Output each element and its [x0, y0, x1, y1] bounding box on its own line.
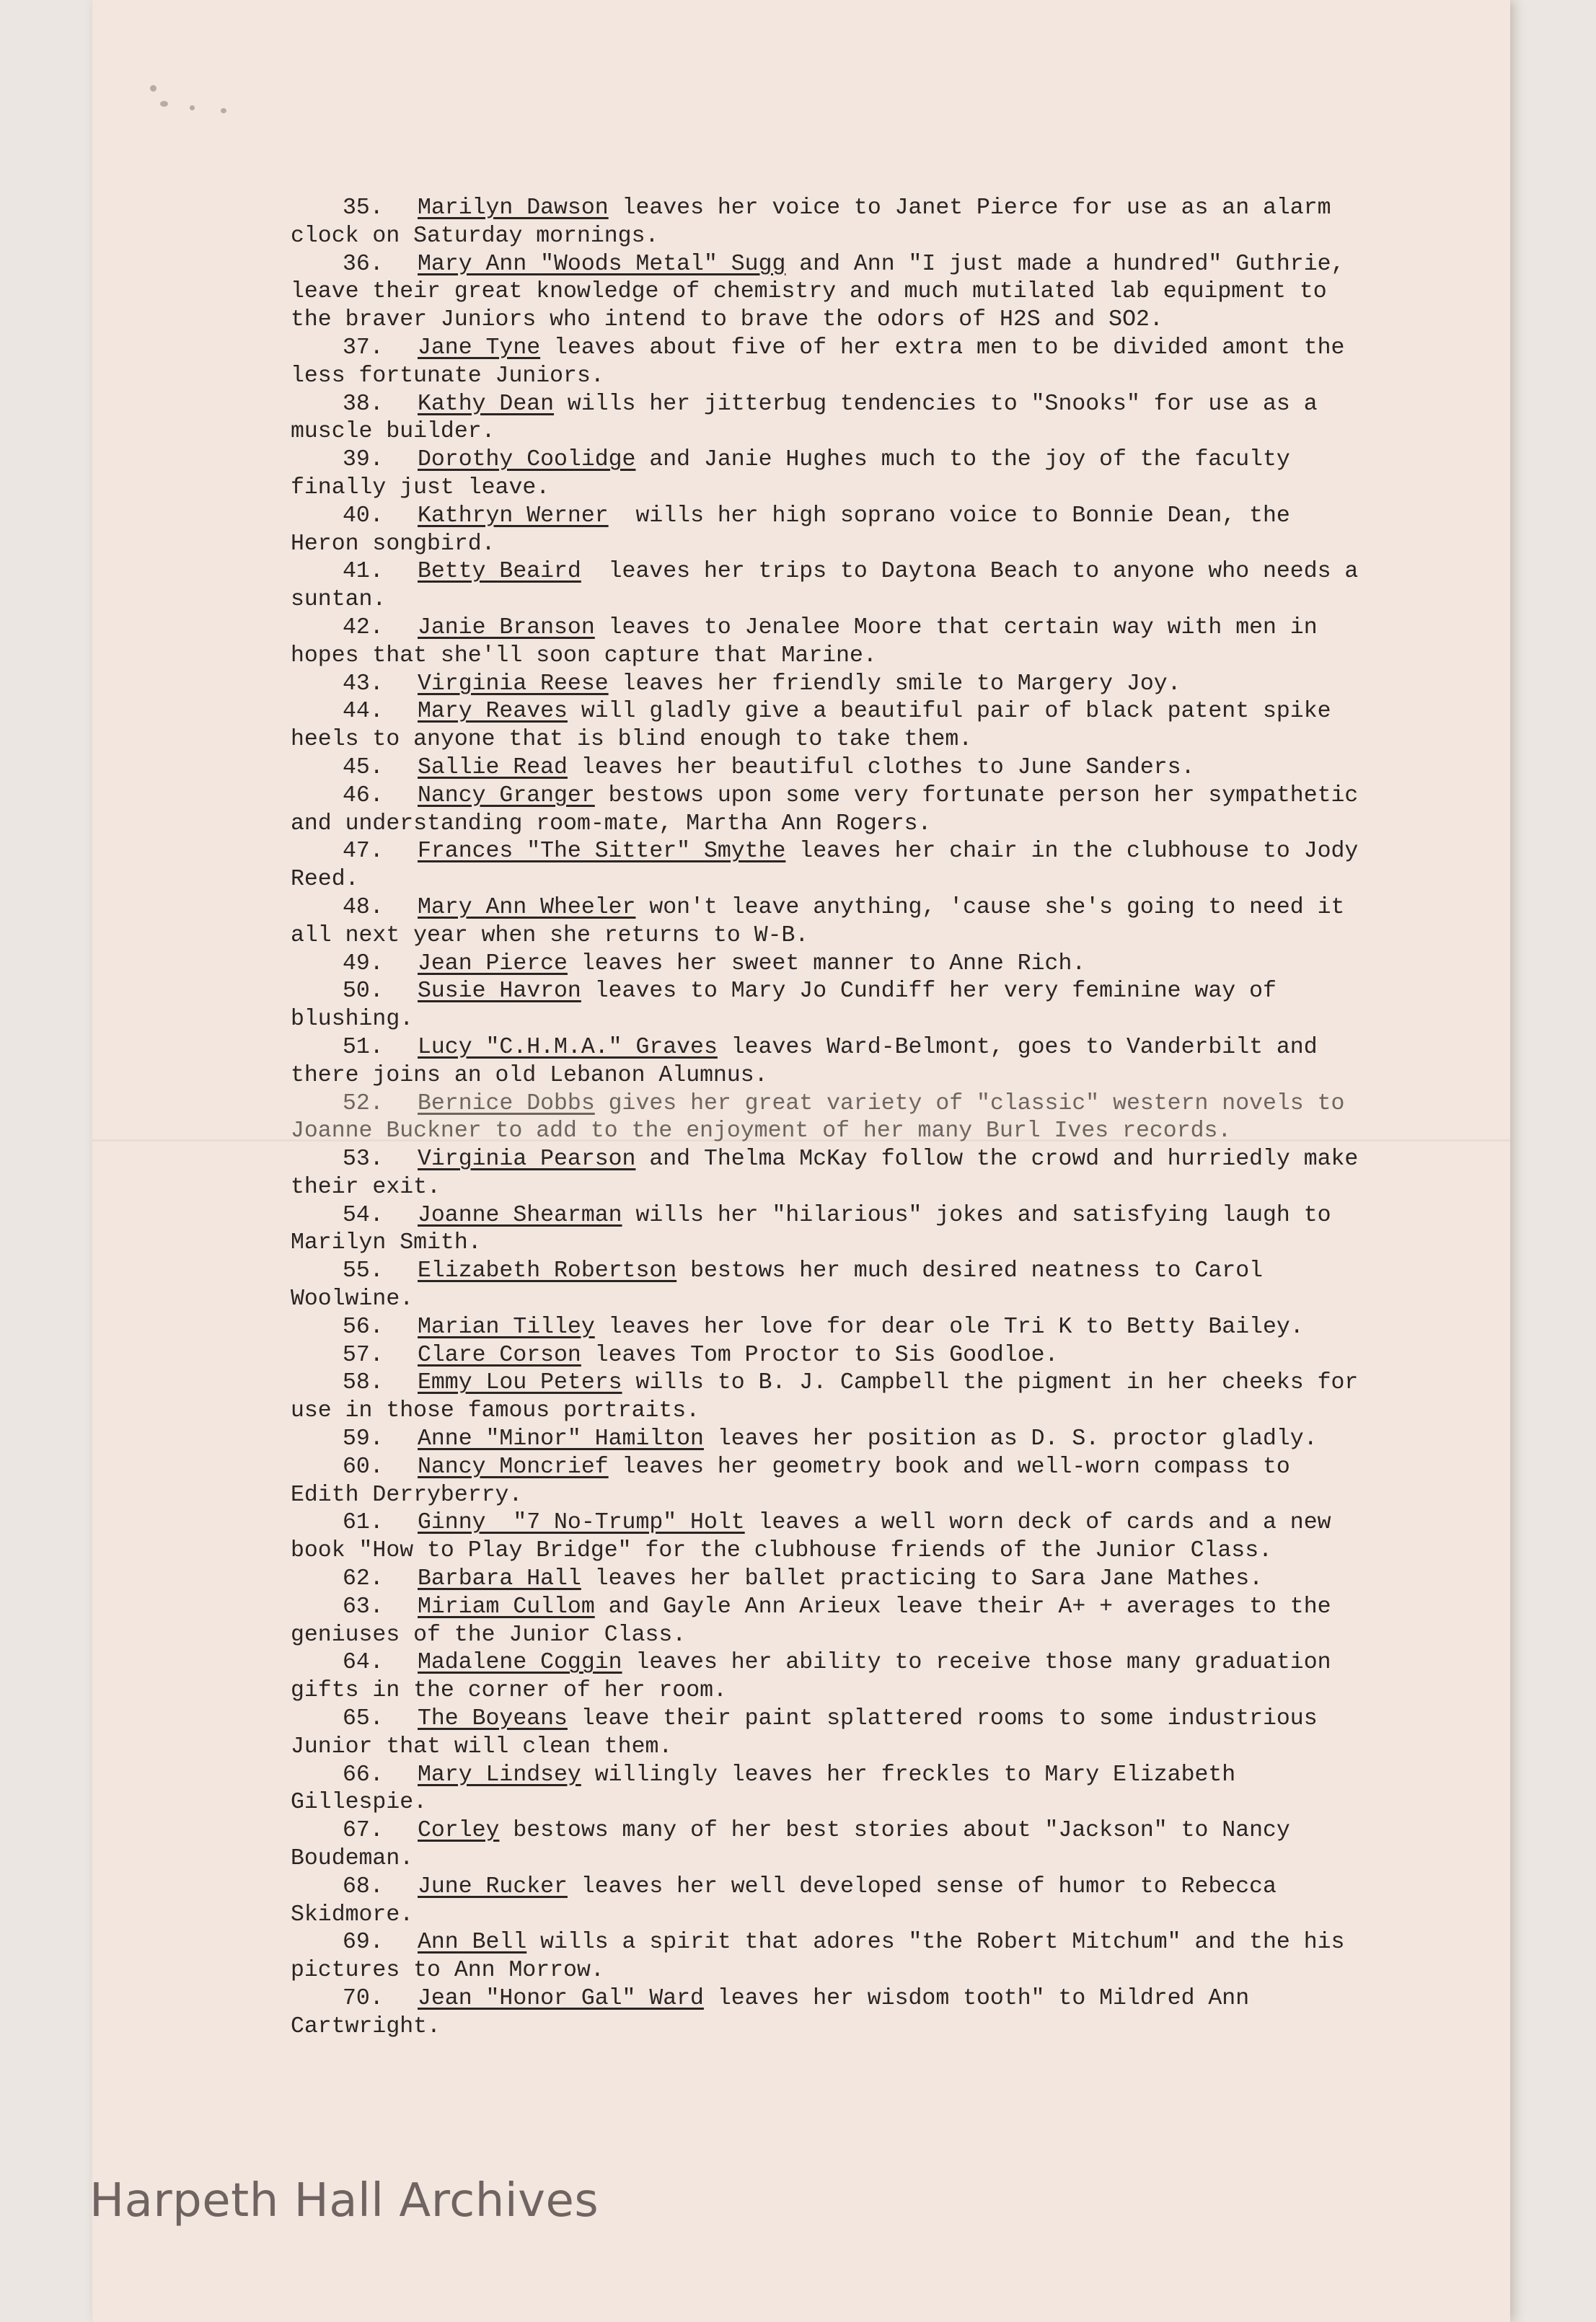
- bequest-entry: [291, 1258, 1365, 1314]
- entry-number: 58.: [343, 1370, 384, 1396]
- entry-text: leaves to Mary Jo Cundiff her very feminine way of blushing.: [291, 979, 1290, 1033]
- entry-number: 52.: [343, 1090, 384, 1116]
- punch-mark: [190, 105, 195, 110]
- entry-text: leaves her geometry book and well-worn compass to Edith Derryberry.: [291, 1454, 1304, 1508]
- entry-text: leaves her ballet practicing to Sara Jane Mathes.: [581, 1566, 1263, 1592]
- bequest-entry: [291, 894, 1365, 950]
- archive-watermark: Harpeth Hall Archives: [89, 2174, 599, 2228]
- entry-number: 56.: [343, 1314, 384, 1340]
- entry-name: Marilyn Dawson: [418, 195, 609, 221]
- entry-number: 49.: [343, 950, 384, 976]
- bequest-entry: [291, 1762, 1365, 1818]
- bequest-entry: [291, 1817, 1365, 1873]
- entry-number: 39.: [343, 447, 384, 473]
- bequest-entry: [291, 1929, 1365, 1985]
- entry-text: leaves her position as D. S. proctor gladly.: [703, 1426, 1318, 1452]
- entry-number: 37.: [343, 335, 384, 361]
- entry-number: 55.: [343, 1258, 384, 1284]
- bequest-entry: [291, 1594, 1365, 1650]
- entry-text: leaves her sweet manner to Anne Rich.: [567, 950, 1086, 976]
- entry-number: 68.: [343, 1873, 384, 1899]
- entry-name: Emmy Lou Peters: [418, 1370, 622, 1396]
- bequest-entry: [291, 1090, 1365, 1147]
- entry-number: 38.: [343, 391, 384, 417]
- entry-number: 54.: [343, 1202, 384, 1228]
- entry-text: leaves her friendly smile to Margery Joy.: [608, 671, 1181, 697]
- entry-number: 60.: [343, 1454, 384, 1480]
- entry-text: leaves her love for dear ole Tri K to Betty Bailey.: [594, 1314, 1304, 1340]
- entry-number: 51.: [343, 1034, 384, 1060]
- bequest-entry: [291, 1873, 1365, 1930]
- bequest-entry: [291, 1202, 1365, 1258]
- bequest-entry: [291, 1314, 1365, 1342]
- entry-text: leaves Ward-Belmont, goes to Vanderbilt and there joins an old Lebanon Alumnus.: [291, 1034, 1331, 1088]
- bequest-entry: [291, 1342, 1365, 1370]
- entry-name: Ginny "7 No-Trump" Holt: [418, 1510, 745, 1536]
- entry-name: Jean "Honor Gal" Ward: [418, 1986, 704, 2011]
- entry-text: wills her "hilarious" jokes and satisfying laugh to Marilyn Smith.: [291, 1202, 1345, 1256]
- entry-number: 36.: [343, 251, 384, 277]
- entry-name: Elizabeth Robertson: [418, 1258, 677, 1284]
- entry-text: wills a spirit that adores "the Robert Mitchum" and the his pictures to Ann Morrow.: [291, 1930, 1359, 1984]
- bequest-entry: [291, 671, 1365, 699]
- bequest-entry: [291, 1509, 1365, 1566]
- bequest-entry: [291, 698, 1365, 754]
- entry-name: Madalene Coggin: [418, 1650, 622, 1676]
- entry-text: gives her great variety of "classic" western novels to Joanne Buckner to add to the enjoyment of her many Burl Ives records.: [291, 1090, 1359, 1144]
- bequest-entry: [291, 1985, 1365, 2041]
- entry-name: Bernice Dobbs: [418, 1090, 595, 1116]
- entry-number: 65.: [343, 1706, 384, 1732]
- entry-text: leaves Tom Proctor to Sis Goodloe.: [581, 1342, 1059, 1368]
- entry-number: 43.: [343, 671, 384, 697]
- entry-name: Nancy Granger: [418, 782, 595, 808]
- bequest-entry: [291, 838, 1372, 894]
- entry-number: 61.: [343, 1510, 384, 1536]
- entry-text: leave their paint splattered rooms to some industrious Junior that will clean them.: [291, 1706, 1331, 1760]
- entry-text: wills to B. J. Campbell the pigment in her cheeks for use in those famous portraits.: [291, 1370, 1372, 1424]
- entry-text: and Ann "I just made a hundred" Guthrie, leave their great knowledge of chemistry and much mutilated lab equipment to the braver Juniors who intend to brave the odors of H2S and SO2.: [291, 251, 1359, 333]
- punch-mark: [221, 108, 226, 113]
- bequest-entry: [291, 335, 1365, 391]
- entry-text: leaves her chair in the clubhouse to Jody Reed.: [291, 839, 1372, 893]
- entry-number: 35.: [343, 195, 384, 221]
- bequest-entry: [291, 1426, 1365, 1454]
- entry-text: won't leave anything, 'cause she's going to need it all next year when she returns to W-B.: [291, 894, 1359, 948]
- entry-number: 48.: [343, 894, 384, 920]
- entry-text: bestows upon some very fortunate person her sympathetic and understanding room-mate, Martha Ann Rogers.: [291, 782, 1372, 836]
- entry-name: Mary Ann Wheeler: [418, 894, 636, 920]
- entry-name: Dorothy Coolidge: [418, 447, 636, 473]
- bequest-entry: [291, 446, 1365, 503]
- entry-number: 67.: [343, 1818, 384, 1844]
- entry-text: leaves to Jenalee Moore that certain way with men in hopes that she'll soon capture that Marine.: [291, 614, 1331, 668]
- entry-name: Barbara Hall: [418, 1566, 581, 1592]
- entry-name: Clare Corson: [418, 1342, 581, 1368]
- entry-name: Frances "The Sitter" Smythe: [418, 839, 786, 865]
- entry-text: willingly leaves her freckles to Mary Elizabeth Gillespie.: [291, 1762, 1250, 1816]
- entry-text: leaves about five of her extra men to be divided amont the less fortunate Juniors.: [291, 335, 1359, 389]
- bequest-entry: [291, 1369, 1372, 1426]
- entry-name: Corley: [418, 1818, 500, 1844]
- bequest-entry: [291, 782, 1372, 839]
- bequest-entry: [291, 1146, 1372, 1202]
- entry-text: leaves her wisdom tooth" to Mildred Ann Cartwright.: [291, 1986, 1263, 2039]
- bequest-entry: [291, 195, 1365, 251]
- bequest-entry: [291, 754, 1365, 782]
- bequest-entry: [291, 1454, 1365, 1510]
- bequest-entry: [291, 950, 1365, 979]
- bequest-entry: [291, 1566, 1365, 1594]
- entry-name: Nancy Moncrief: [418, 1454, 609, 1480]
- entry-number: 69.: [343, 1930, 384, 1956]
- entry-number: 66.: [343, 1762, 384, 1788]
- entry-text: leaves her beautiful clothes to June Sanders.: [567, 754, 1195, 780]
- entry-name: Virginia Pearson: [418, 1147, 636, 1173]
- entry-number: 41.: [343, 559, 384, 585]
- entry-number: 42.: [343, 614, 384, 640]
- bequest-entry: [291, 503, 1365, 559]
- entry-name: Betty Beaird: [418, 559, 581, 585]
- entry-number: 59.: [343, 1426, 384, 1452]
- entry-name: June Rucker: [418, 1873, 568, 1899]
- entry-name: Kathy Dean: [418, 391, 555, 417]
- entry-name: Mary Reaves: [418, 699, 568, 725]
- entry-number: 44.: [343, 699, 384, 725]
- entry-name: Anne "Minor" Hamilton: [418, 1426, 704, 1452]
- bequest-entry: [291, 1649, 1365, 1705]
- bequest-entry: [291, 614, 1365, 671]
- entry-text: and Janie Hughes much to the joy of the faculty finally just leave.: [291, 447, 1304, 500]
- entry-name: Ann Bell: [418, 1930, 527, 1956]
- entry-name: Jean Pierce: [418, 950, 568, 976]
- entry-name: Jane Tyne: [418, 335, 541, 361]
- entry-text: leaves her trips to Daytona Beach to anyone who needs a suntan.: [291, 559, 1372, 613]
- entry-name: Janie Branson: [418, 614, 595, 640]
- entry-text: leaves her well developed sense of humor to Rebecca Skidmore.: [291, 1873, 1290, 1928]
- entry-name: Susie Havron: [418, 979, 581, 1005]
- bequest-entry: [291, 251, 1365, 335]
- bequest-entry: [291, 558, 1372, 614]
- bequest-entry: [291, 1705, 1365, 1762]
- bequest-entry: [291, 1034, 1365, 1090]
- bequest-entry: [291, 391, 1365, 447]
- entry-number: 53.: [343, 1147, 384, 1173]
- entry-name: Sallie Read: [418, 754, 568, 780]
- entry-name: Virginia Reese: [418, 671, 609, 697]
- entry-number: 63.: [343, 1594, 384, 1620]
- bequest-entry: [291, 978, 1365, 1034]
- entry-name: Joanne Shearman: [418, 1202, 622, 1228]
- entry-number: 57.: [343, 1342, 384, 1368]
- punch-mark: [160, 101, 168, 107]
- entry-text: will gladly give a beautiful pair of black patent spike heels to anyone that is blind enough to take them.: [291, 699, 1345, 753]
- entry-text: leaves her voice to Janet Pierce for use as an alarm clock on Saturday mornings.: [291, 195, 1345, 249]
- entry-number: 45.: [343, 754, 384, 780]
- entry-number: 50.: [343, 979, 384, 1005]
- entry-text: bestows her much desired neatness to Carol Woolwine.: [291, 1258, 1277, 1312]
- entry-name: Mary Lindsey: [418, 1762, 581, 1788]
- entry-name: Miriam Cullom: [418, 1594, 595, 1620]
- entry-name: The Boyeans: [418, 1706, 568, 1732]
- entry-number: 64.: [343, 1650, 384, 1676]
- entry-text: leaves her ability to receive those many graduation gifts in the corner of her room.: [291, 1650, 1345, 1704]
- entry-text: and Thelma McKay follow the crowd and hurriedly make their exit.: [291, 1147, 1372, 1200]
- entry-name: Kathryn Werner: [418, 503, 609, 529]
- entry-number: 40.: [343, 503, 384, 529]
- entry-name: Marian Tilley: [418, 1314, 595, 1340]
- bequest-list: [291, 195, 1372, 2041]
- entry-number: 47.: [343, 839, 384, 865]
- entry-number: 46.: [343, 782, 384, 808]
- entry-name: Lucy "C.H.M.A." Graves: [418, 1034, 718, 1060]
- entry-name: Mary Ann "Woods Metal" Sugg: [418, 251, 786, 277]
- entry-text: and Gayle Ann Arieux leave their A+ + averages to the geniuses of the Junior Class.: [291, 1594, 1345, 1648]
- entry-number: 70.: [343, 1986, 384, 2011]
- entry-text: wills her jitterbug tendencies to "Snooks" for use as a muscle builder.: [291, 391, 1331, 445]
- entry-text: wills her high soprano voice to Bonnie Dean, the Heron songbird.: [291, 503, 1304, 557]
- entry-text: leaves a well worn deck of cards and a new book "How to Play Bridge" for the clubhouse friends of the Junior Class.: [291, 1510, 1345, 1564]
- punch-mark: [150, 85, 156, 92]
- entry-text: bestows many of her best stories about "Jackson" to Nancy Boudeman.: [291, 1818, 1304, 1872]
- entry-number: 62.: [343, 1566, 384, 1592]
